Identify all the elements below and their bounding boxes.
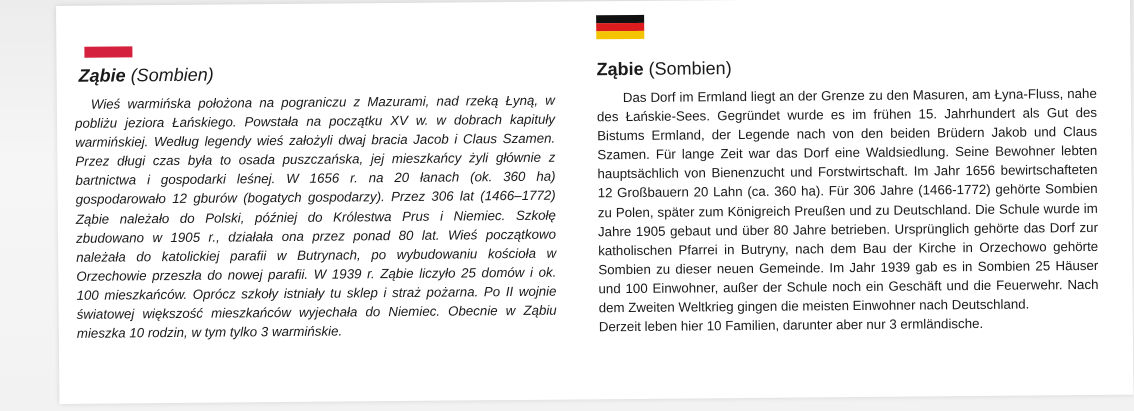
polish-title	[79, 62, 555, 87]
polish-section	[75, 62, 557, 343]
german-flag-gold-stripe	[596, 31, 644, 39]
german-body-text	[597, 84, 1099, 337]
german-flag-icon	[596, 15, 644, 39]
polish-title-alt: (Sombien)	[130, 64, 214, 86]
german-body-last-line: Derzeit leben hier 10 Familien, darunter aber nur 3 ermländische.	[598, 316, 984, 335]
polish-flag-red-stripe	[84, 46, 132, 57]
german-section	[596, 55, 1098, 337]
polish-flag-white-stripe	[84, 35, 132, 46]
german-body-main: Das Dorf im Ermland liegt an der Grenze zu den Masuren, am Łyna-Fluss, nahe des Łańskie-Sees. Gegründet wurde es im frühen 15. Jahrhundert als Gut des Bistums Ermland, der Legende nach von den beiden Brüdern Jakob und Claus Szamen. Für lange Zeit war das Dorf eine Waldsiedlung. Seine Bewohner lebten hauptsächlich von Bienenzucht und Forstwirtschaft. Im Jahr 1656 bewirtschafteten 12 Großbauern 20 Lahn (ca. 360 ha). Für 306 Jahre (1466-1772) gehörte Sombien zu Polen, später zum Königreich Preußen und zu Deutschland. Die Schule wurde im Jahre 1905 gebaut und über 80 Jahre betrieben. Ursprünglich gehörte das Dorf zur katholischen Pfarrei in Butryny, nach dem Bau der Kirche in Orzechowo gehörte Sombien zu dieser neuen Gemeinde. Im Jahr 1939 gab es in Sombien 25 Häuser und 100 Einwohner, außer der Schule noch ein Geschäft und die Feuerwehr. Nach dem Zweiten Weltkrieg gingen die meisten Einwohner nach Deutschland.	[596, 85, 1099, 316]
polish-title-name: Ząbie	[78, 65, 126, 86]
german-title	[596, 55, 1096, 80]
polish-body-text: Wieś warmińska położona na pograniczu z Mazurami, nad rzeką Łyną, w pobliżu jeziora Łańskiego. Powstała na początku XV w. w dobrach kapituły warmińskiej. Według legendy wieś założyli dwaj bracia Jacob i Claus Szamen. Przez długi czas była to osada puszczańska, jej mieszkańcy żyli głównie z bartnictwa i gospodarki leśnej. W 1656 r. na 20 łanach (ok. 360 ha) gospodarowało 12 gburów (bogatych gospodarzy). Przez 306 lat (1466–1772) Ząbie należało do Polski, później do Królestwa Prus i Niemiec. Szkołę zbudowano w 1905 r., działała ona przez ponad 80 lat. Wieś początkowo należała do katolickiej parafii w Butrynach, po wybudowaniu kościoła w Orzechowie przeszła do nowej parafii. W 1939 r. Ząbie liczyło 25 domów i ok. 100 mieszkańców. Oprócz szkoły istniały tu sklep i straż pożarna. Po II wojnie światowej większość mieszkańców wyjechała do Niemiec. Obecnie w Ząbiu mieszka 10 rodzin, w tym tylko 3 warmińskie.	[74, 92, 557, 341]
info-board	[56, 0, 1133, 404]
polish-flag-icon	[84, 35, 132, 57]
german-title-name: Ząbie	[596, 58, 644, 80]
german-title-alt: (Sombien)	[648, 58, 732, 79]
